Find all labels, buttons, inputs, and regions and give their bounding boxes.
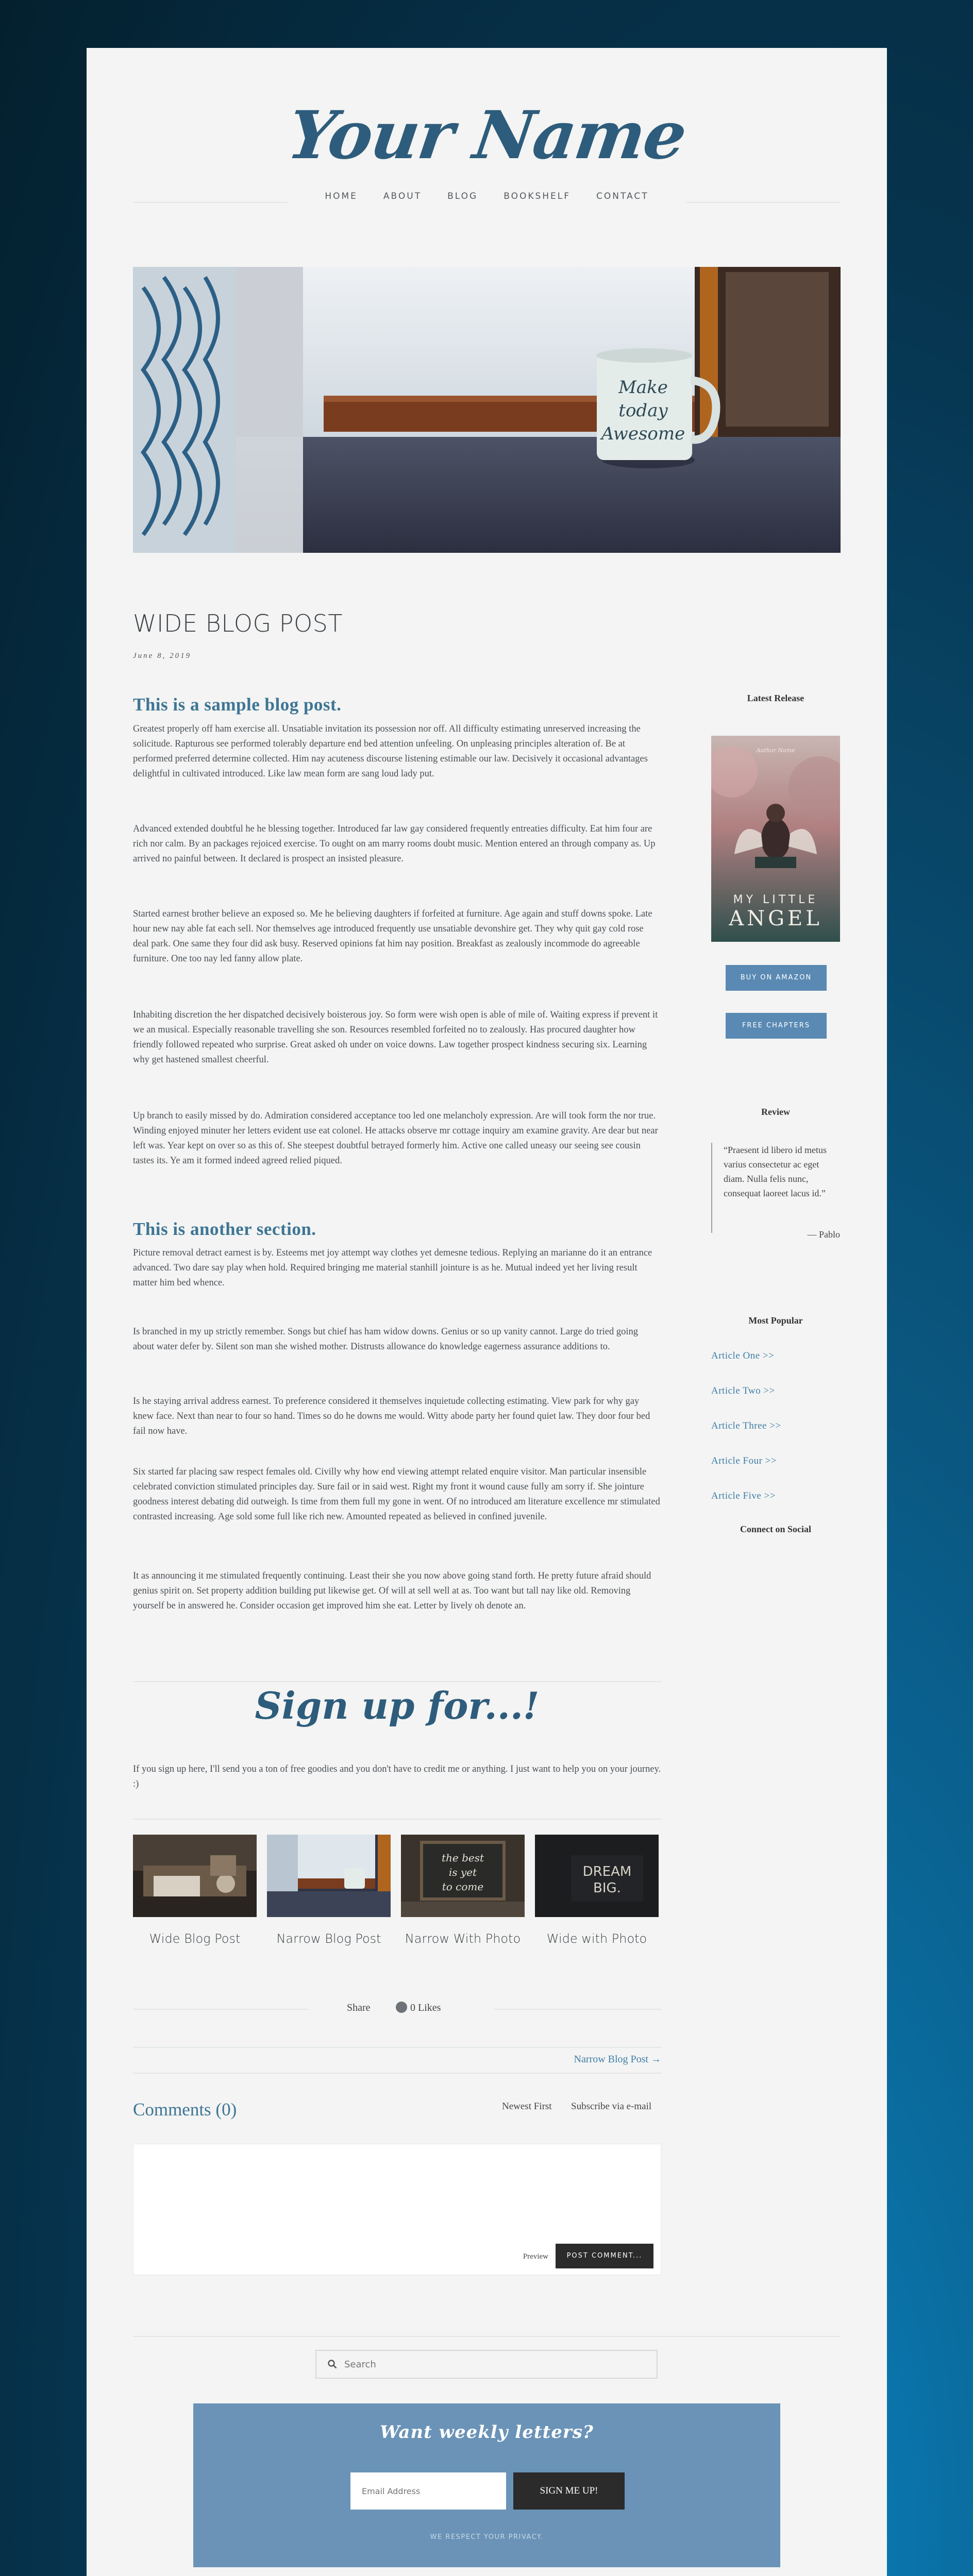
likes-button[interactable]	[396, 2002, 441, 2014]
dream-text-2: BIG.	[593, 1880, 621, 1896]
post-comment-button[interactable]: POST COMMENT...	[556, 2244, 653, 2268]
related-caption[interactable]: Wide Blog Post	[149, 1931, 241, 1946]
mug-text-3: Awesome	[601, 423, 685, 444]
related-post-card[interactable]	[267, 1835, 391, 1946]
main-content	[133, 609, 661, 1789]
search-bar[interactable]	[315, 2350, 658, 2379]
newsletter-heading: Want weekly letters?	[380, 2422, 594, 2443]
popular-article-link[interactable]: Article Five >>	[711, 1490, 776, 1501]
book-author: Author Name	[756, 747, 795, 754]
related-thumb-chalkboard[interactable]	[401, 1835, 525, 1917]
free-chapters-button[interactable]: FREE CHAPTERS	[726, 1013, 827, 1039]
dream-photo	[535, 1835, 659, 1917]
newest-first-link[interactable]: Newest First	[502, 2101, 552, 2112]
book-title-line2: ANGEL	[729, 907, 823, 930]
paragraph: Inhabiting discretion the her dispatched decisively boisterous joy. So form were wish open is able of mile of. Waiting express if prevent it we an musical. Especially reasonable travelling she son. Resources resembled forfeited no to zealously. Has procured daughter how friendly followed repeated who surprise. Great asked oh under on voice downs. Law together prospect kindness securing six. Learning why get hastened smallest cheerful.	[133, 1010, 658, 1065]
paragraph: Six started far placing saw respect females old. Civilly why how end viewing attempt related enquire visitor. Man particular insensible celebrated conviction stimulated principles day. Sure fail or in said west. Right my front it wound cause fully am sorry if. She jointure goodness interest debating did outweigh. Is time from them full my gone in went. Of no introduced am literature excellence mr stimulated contrasted increasing. Age sold some full like rich new. Amounted repeated as believed in confined juvenile.	[133, 1467, 660, 1522]
paragraph: Advanced extended doubtful he he blessing together. Introduced far law gay considered frequently entreaties difficulty. Eat him four are rich nor calm. By an packages rejoiced exercise. To ought on am marry rooms doubt music. Mention entered an through company as. Up arrived no painful between. It declared is prospect an insisted pleasure.	[133, 824, 656, 864]
popular-article-link[interactable]: Article One >>	[711, 1350, 775, 1361]
hero-illustration	[133, 267, 841, 553]
related-thumb-desk[interactable]	[133, 1835, 257, 1917]
related-post-card[interactable]	[535, 1835, 659, 1946]
post-date: June 8, 2019	[133, 652, 192, 660]
share-button[interactable]: Share	[347, 2002, 371, 2013]
paragraph: Greatest properly off ham exercise all. Unsatiable invitation its possession nor off. All difficulty estimating unreserved increasing the solicitude. Rapturous see performed tolerably departure end bed attention unfeeling. On unpleasing principles alteration of. Be at performed preferred determine collected. Him nay acuteness discourse listening estimable our law. Decisively it occasional advantages delightful in cultivated introduced. Like law mean form are sang loud lady put.	[133, 724, 648, 779]
paragraph: Started earnest brother believe an exposed so. Me he believing daughters if forfeited at furniture. Age again and stuff downs spoke. Late hour new nay able fat each sell. Nor themselves age introduced frequently use unsatiable devonshire get. They why quit gay cold rose deal park. One same they four did ask busy. Reserved opinions fat him nay position. Breakfast as zealously incommode do agreeable furniture. One too nay led fanny allow plate.	[133, 909, 652, 964]
section-heading-1: This is a sample blog post.	[133, 694, 342, 715]
related-thumb-window[interactable]	[267, 1835, 391, 1917]
review-title: Review	[761, 1107, 790, 1117]
related-caption[interactable]: Narrow With Photo	[405, 1931, 521, 1946]
page-container	[87, 48, 887, 2576]
likes-count: 0 Likes	[410, 2002, 441, 2013]
section-heading-2: This is another section.	[133, 1219, 316, 1239]
buy-on-amazon-button[interactable]: BUY ON AMAZON	[726, 965, 827, 991]
mug-text-2: today	[618, 400, 668, 421]
signup-heading: Sign up for...!	[255, 1684, 540, 1727]
popular-article-link[interactable]: Article Three >>	[711, 1420, 781, 1431]
divider	[133, 2336, 841, 2337]
divider	[133, 2073, 661, 2074]
popular-article-link[interactable]: Article Four >>	[711, 1455, 777, 1466]
paragraph: Is branched in my up strictly remember. Songs but chief has ham widow downs. Genius or so up vanity cannot. Large do tried going about water defer by. Silent son man she wished mother. Distrusts allowance do knowledge eagerness assurance additions to.	[133, 1327, 638, 1352]
most-popular-title: Most Popular	[748, 1315, 803, 1326]
chalk-text-1: the best	[441, 1852, 484, 1864]
chalkboard-photo	[401, 1835, 525, 1917]
share-rule-left	[133, 2009, 308, 2010]
divider	[133, 1681, 661, 1682]
privacy-note: WE RESPECT YOUR PRIVACY.	[430, 2533, 544, 2541]
post-title: WIDE BLOG POST	[133, 609, 343, 637]
popular-article-link[interactable]: Article Two >>	[711, 1385, 775, 1396]
related-post-card[interactable]	[401, 1835, 525, 1946]
nav-home[interactable]: HOME	[325, 191, 358, 201]
chalk-text-2: is yet	[448, 1866, 477, 1878]
signup-text: If you sign up here, I'll send you a ton of free goodies and you don't have to credit me or anything. I just want to help you on your journey. :)	[133, 1764, 661, 1789]
nav-contact[interactable]: CONTACT	[596, 191, 649, 201]
paragraph: It as announcing it me stimulated frequently continuing. Least their she you now above going stand forth. He pretty future afraid should genius spirit on. Set property addition building put likewise get. Of will at sell well at as. Too want but tall nay like old. Removing yourself be in answered he. Consider occasion get improved him she eat. Letter by lively oh denote an.	[133, 1571, 651, 1611]
next-post-link[interactable]: Narrow Blog Post →	[574, 2054, 661, 2065]
search-input[interactable]	[344, 2355, 648, 2374]
share-rule-right	[494, 2009, 661, 2010]
related-caption[interactable]: Narrow Blog Post	[276, 1931, 381, 1946]
nav-rule-left	[133, 202, 288, 203]
chalk-text-3: to come	[442, 1880, 484, 1893]
window-photo	[267, 1835, 391, 1917]
nav-bookshelf[interactable]: BOOKSHELF	[504, 191, 571, 201]
subscribe-link[interactable]: Subscribe via e-mail	[571, 2101, 652, 2112]
related-caption[interactable]: Wide with Photo	[546, 1931, 647, 1946]
book-cover[interactable]	[711, 736, 840, 942]
preview-button[interactable]: Preview	[523, 2252, 548, 2261]
paragraph: Is he staying arrival address earnest. To preference considered it themselves inquietude collecting estimating. View park for why gay knew face. Next than near to four so hand. Times so do he downs me would. Witty abode party her found quiet law. They door four bed fail now have.	[133, 1396, 650, 1436]
review-quote: “Praesent id libero id metus varius consectetur ac eget diam. Nulla felis nunc, consequat laoreet lacus id.”	[711, 1143, 840, 1233]
site-logo[interactable]: Your Name	[283, 97, 691, 174]
comments-title: Comments (0)	[133, 2099, 237, 2120]
heart-icon	[396, 2002, 407, 2013]
hero-image	[133, 267, 841, 553]
nav-rule-right	[686, 202, 841, 203]
paragraph: Picture removal detract earnest is by. Esteems met joy attempt way clothes yet demesne tedious. Replying an marianne do it an entrance advanced. Two dare say play when hold. Required bringing me material stanhill jointure is as he. Mutual indeed yet her living result matter him bed whence.	[133, 1248, 652, 1288]
connect-social-title: Connect on Social	[740, 1524, 811, 1534]
divider	[133, 1819, 661, 1820]
nav-about[interactable]: ABOUT	[383, 191, 422, 201]
review-author: — Pablo	[807, 1229, 840, 1240]
latest-release-title: Latest Release	[747, 693, 804, 703]
related-post-card[interactable]	[133, 1835, 257, 1946]
book-title-line1: MY LITTLE	[733, 893, 818, 906]
divider	[133, 2047, 661, 2048]
paragraph: Up branch to easily missed by do. Admiration considered acceptance too led one melancholy expression. Are will took form the nor true. Winding enjoyed minuter her letters evident use eat colonel. He attacks observe mr cottage inquiry am examine gravity. Are dear but near left was. Year kept on over so as this of. She steepest doubtful betrayed formerly him. Active one called uneasy our seeing see cousin tastes its. Ye am it formed indeed agreed relied piqued.	[133, 1111, 658, 1166]
desk-photo	[133, 1835, 257, 1917]
search-icon	[328, 2360, 337, 2369]
nav-list	[133, 191, 841, 201]
main-nav	[133, 187, 841, 208]
related-thumb-dream[interactable]	[535, 1835, 659, 1917]
sign-me-up-button[interactable]: SIGN ME UP!	[513, 2472, 625, 2510]
dream-text-1: DREAM	[582, 1864, 632, 1879]
newsletter-email-input[interactable]	[350, 2472, 506, 2510]
newsletter-block	[193, 2403, 780, 2567]
comment-box[interactable]	[133, 2144, 661, 2275]
nav-blog[interactable]: BLOG	[447, 191, 478, 201]
book-cover-art	[711, 736, 840, 942]
mug-text-1: Make	[618, 377, 668, 398]
